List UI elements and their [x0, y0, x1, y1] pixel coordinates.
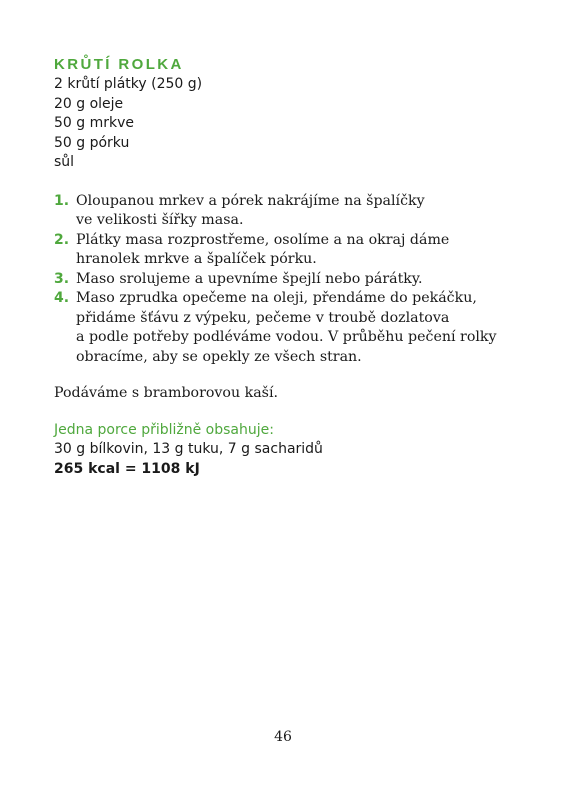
nutrition-heading: Jedna porce přibližně obsahuje:: [54, 421, 274, 438]
ingredient-list: [54, 75, 524, 173]
preparation-steps: [54, 192, 524, 368]
step-item: [54, 192, 524, 231]
step-item: [54, 231, 524, 270]
ingredient-item: 50 g mrkve: [54, 115, 135, 131]
serving-suggestion: Podáváme s bramborovou kaší.: [54, 385, 278, 401]
step-number: 3.: [54, 270, 70, 287]
nutrition-energy: 265 kcal = 1108 kJ: [54, 460, 200, 477]
ingredient-item: 2 krůtí plátky (250 g): [54, 76, 203, 92]
step-text: Maso zprudka opečeme na oleji, přendáme do pekáčku, přidáme šťávu z výpeku, pečeme v troubě dozlatova a podle potřeby podléváme vodou. V průběhu pečení rolky obracíme, aby se opekly ze všech stran.: [76, 290, 497, 365]
nutrition-macros: 30 g bílkovin, 13 g tuku, 7 g sacharidů: [54, 441, 323, 457]
recipe-page: [54, 54, 524, 479]
page-number: 46: [274, 729, 292, 745]
step-number: 4.: [54, 290, 70, 306]
recipe-title: KRŮTÍ ROLKA: [54, 56, 184, 73]
step-number: 2.: [54, 231, 70, 248]
step-text: Plátky masa rozprostřeme, osolíme a na okraj dáme hranolek mrkve a špalíček pórku.: [76, 231, 450, 267]
ingredient-item: 50 g pórku: [54, 134, 130, 151]
step-item: [54, 289, 524, 367]
step-text: Oloupanou mrkev a pórek nakrájíme na špalíčky ve velikosti šířky masa.: [76, 192, 425, 228]
step-number: 1.: [54, 192, 70, 209]
ingredient-item: 20 g oleje: [54, 95, 124, 112]
ingredient-item: sůl: [54, 154, 75, 170]
step-text: Maso srolujeme a upevníme špejlí nebo párátky.: [76, 270, 423, 287]
step-item: [54, 270, 524, 290]
